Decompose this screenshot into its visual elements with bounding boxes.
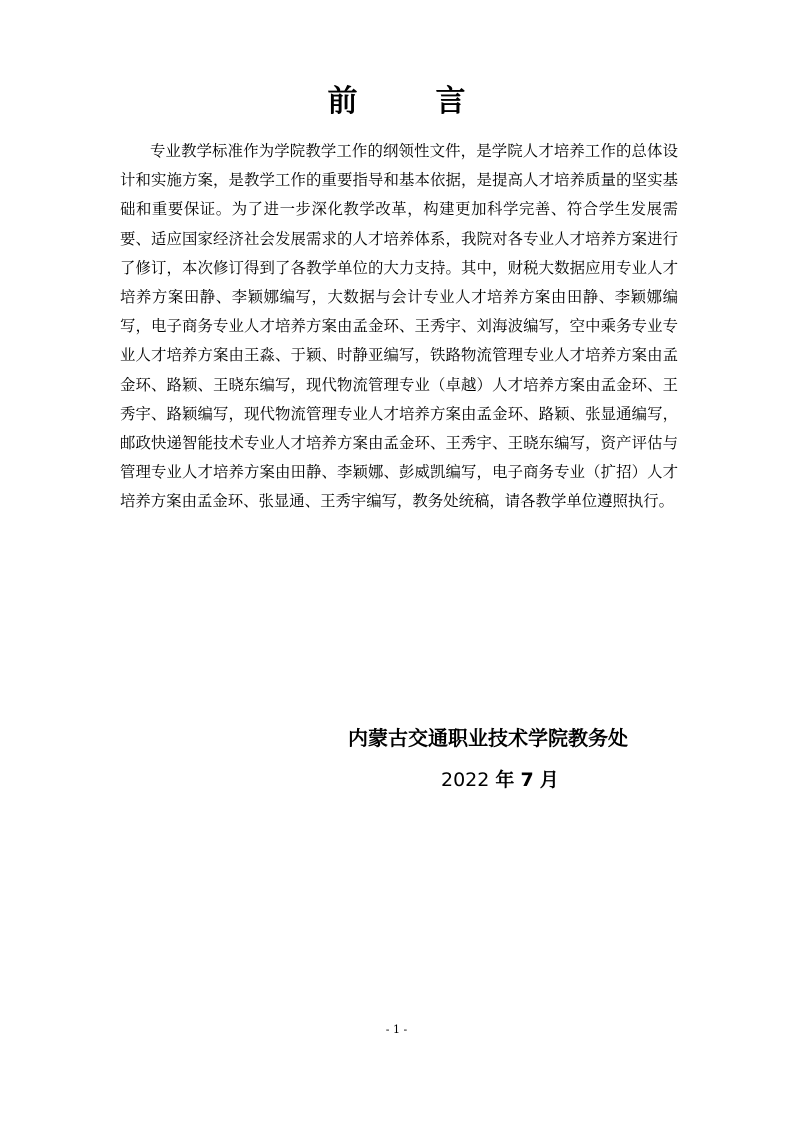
date-year-unit: 年	[495, 769, 515, 791]
title-char-2: 言	[435, 84, 466, 119]
body-paragraph: 专业教学标准作为学院教学工作的纲领性文件，是学院人才培养工作的总体设计和实施方案，是教学工作的重要指导和基本依据，是提高人才培养质量的坚实基础和重要保证。为了进一步深化教学改革，构建更加科学完善、符合学生发展需要、适应国家经济社会发展需求的人才培养体系，我院对各专业人才培养方案进行了修订，本次修订得到了各教学单位的大力支持。其中，财税大数据应用专业人才培养方案田静、李颖娜编写，大数据与会计专业人才培养方案由田静、李颖娜编写，电子商务专业人才培养方案由孟金环、王秀宇、刘海波编写，空中乘务专业专业人才培养方案由王淼、于颖、时静亚编写，铁路物流管理专业人才培养方案由孟金环、路颖、王晓东编写，现代物流管理专业（卓越）人才培养方案由孟金环、王秀宇、路颖编写，现代物流管理专业人才培养方案由孟金环、路颖、张显通编写，邮政快递智能技术专业人才培养方案由孟金环、王秀宇、王晓东编写，资产评估与管理专业人才培养方案由田静、李颖娜、彭威凯编写，电子商务专业（扩招）人才培养方案由孟金环、张显通、王秀宇编写，教务处统稿，请各教学单位遵照执行。	[120, 142, 678, 511]
title-char-1: 前	[327, 84, 358, 119]
date-month-unit: 月	[539, 769, 559, 791]
date-year: 2022	[441, 769, 490, 791]
date-month: 7	[520, 769, 534, 791]
page-title	[0, 82, 793, 122]
signature-date	[441, 764, 559, 796]
page-number: - 1 -	[385, 1023, 408, 1036]
signature-organization: 内蒙古交通职业技术学院教务处	[348, 726, 628, 750]
